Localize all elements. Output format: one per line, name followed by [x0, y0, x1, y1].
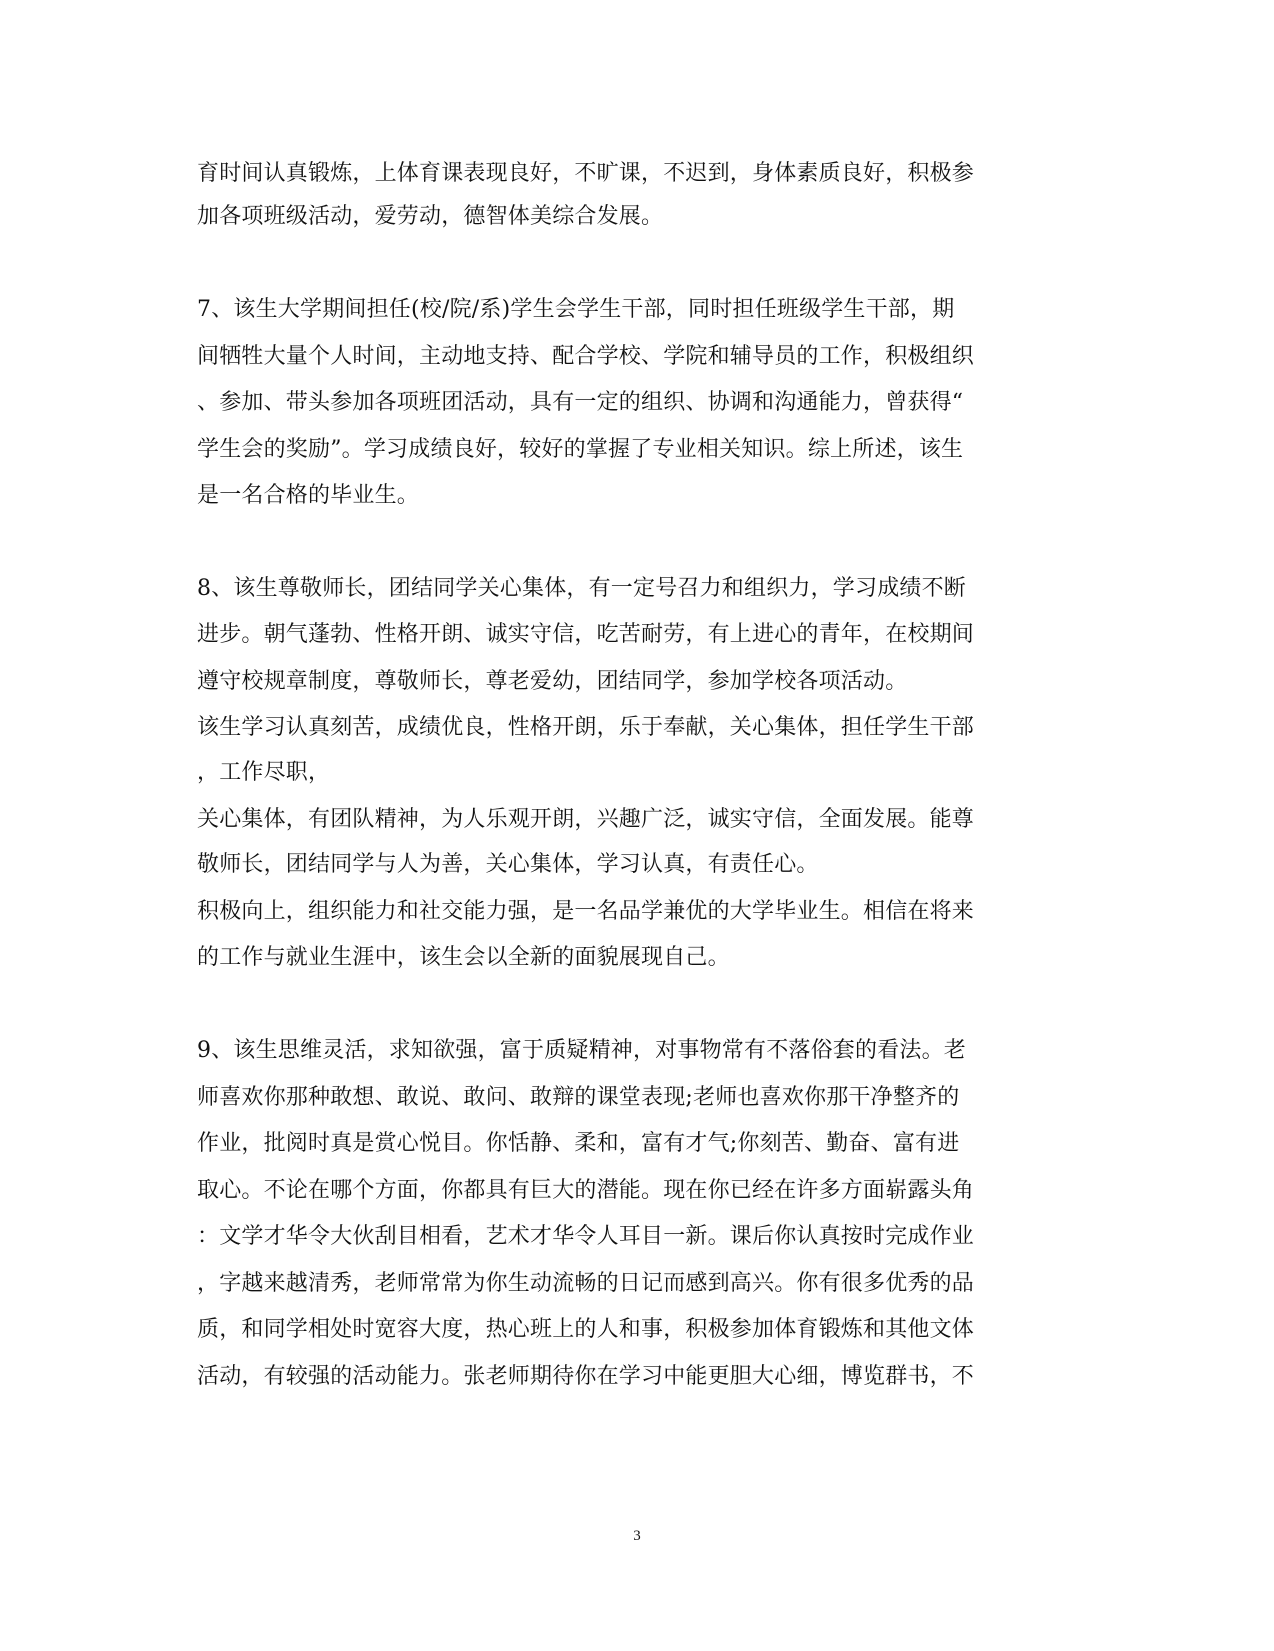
text-line: 9、该生思维灵活，求知欲强，富于质疑精神，对事物常有不落俗套的看法。老 [197, 1038, 966, 1063]
text-line: 育时间认真锻炼，上体育课表现良好，不旷课，不迟到，身体素质良好，积极参 [197, 161, 975, 186]
text-line: 积极向上，组织能力和社交能力强，是一名品学兼优的大学毕业生。相信在将来 [197, 899, 975, 924]
text-line: 遵守校规章制度，尊敬师长，尊老爱幼，团结同学，参加学校各项活动。 [197, 669, 908, 694]
text-line: 师喜欢你那种敢想、敢说、敢问、敢辩的课堂表现;老师也喜欢你那干净整齐的 [197, 1085, 960, 1110]
text-line: 活动，有较强的活动能力。张老师期待你在学习中能更胆大心细，博览群书，不 [197, 1364, 975, 1389]
text-line: 该生学习认真刻苦，成绩优良，性格开朗，乐于奉献，关心集体，担任学生干部 [197, 715, 975, 740]
text-line: 作业，批阅时真是赏心悦目。你恬静、柔和，富有才气;你刻苦、勤奋、富有进 [197, 1131, 960, 1156]
text-line: 、参加、带头参加各项班团活动，具有一定的组织、协调和沟通能力，曾获得“ [197, 390, 964, 415]
text-line: 关心集体，有团队精神，为人乐观开朗，兴趣广泛，诚实守信，全面发展。能尊 [197, 807, 975, 832]
text-line: 学生会的奖励”。学习成绩良好，较好的掌握了专业相关知识。综上所述，该生 [197, 437, 964, 462]
page-number: 3 [633, 1528, 641, 1544]
text-line: ，字越来越清秀，老师常常为你生动流畅的日记而感到高兴。你有很多优秀的品 [197, 1271, 975, 1296]
text-line: ，工作尽职， [197, 760, 331, 785]
text-line: 取心。不论在哪个方面，你都具有巨大的潜能。现在你已经在许多方面崭露头角 [197, 1178, 975, 1203]
text-line: 间牺牲大量个人时间，主动地支持、配合学校、学院和辅导员的工作，积极组织 [197, 344, 975, 369]
text-line: 质，和同学相处时宽容大度，热心班上的人和事，积极参加体育锻炼和其他文体 [197, 1317, 975, 1342]
text-line: ：文学才华令大伙刮目相看，艺术才华令人耳目一新。课后你认真按时完成作业 [197, 1224, 975, 1249]
text-line: 加各项班级活动，爱劳动，德智体美综合发展。 [197, 204, 664, 229]
text-line: 8、该生尊敬师长，团结同学关心集体，有一定号召力和组织力，学习成绩不断 [197, 576, 966, 601]
text-line: 的工作与就业生涯中，该生会以全新的面貌展现自己。 [197, 945, 730, 970]
text-line: 是一名合格的毕业生。 [197, 483, 420, 508]
text-line: 7、该生大学期间担任(校/院/系)学生会学生干部，同时担任班级学生干部，期 [197, 297, 955, 322]
text-line: 进步。朝气蓬勃、性格开朗、诚实守信，吃苦耐劳，有上进心的青年，在校期间 [197, 622, 975, 647]
text-line: 敬师长，团结同学与人为善，关心集体，学习认真，有责任心。 [197, 852, 819, 877]
